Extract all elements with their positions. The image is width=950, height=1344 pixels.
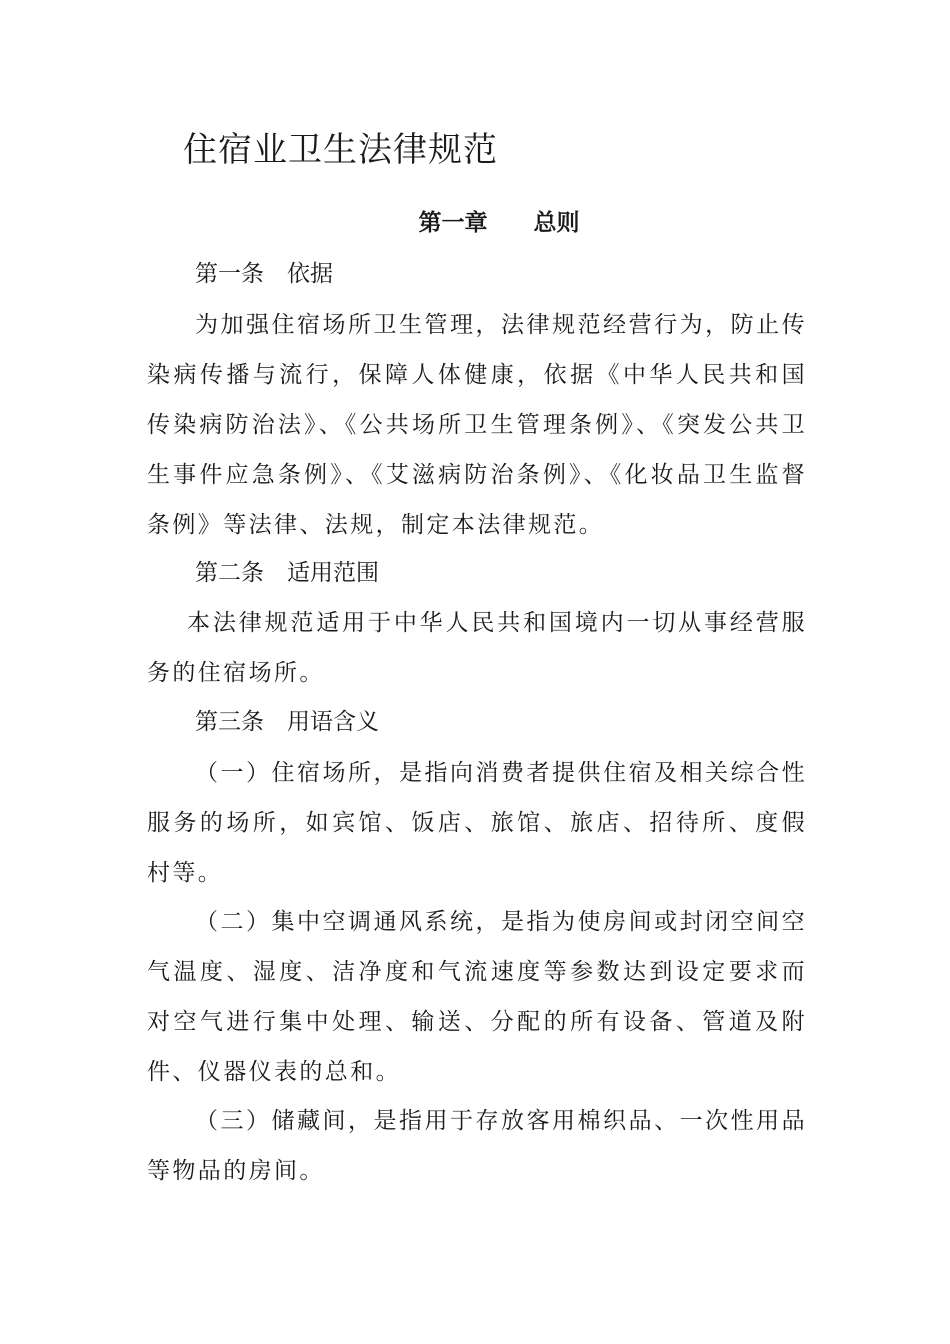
article-heading-2: 第二条 适用范围 xyxy=(195,560,379,586)
article-1-paragraph: 为加强住宿场所卫生管理，法律规范经营行为，防止传染病传播与流行，保障人体健康，依据《中华人民共和国传染病防治法》、《公共场所卫生管理条例》、《突发公共卫生事件应急条例》、《艾滋病防治条例》、《化妆品卫生监督条例》等法律、法规，制定本法律规范。 xyxy=(147,312,807,538)
article-3-item-2: （二）集中空调通风系统，是指为使房间或封闭空间空气温度、湿度、洁净度和气流速度等参数达到设定要求而对空气进行集中处理、输送、分配的所有设备、管道及附件、仪器仪表的总和。 xyxy=(147,909,807,1085)
article-heading-3: 第三条 用语含义 xyxy=(195,709,379,735)
chapter-heading: 第一章 总则 xyxy=(418,210,580,236)
article-heading-1: 第一条 依据 xyxy=(195,261,333,287)
article-2-paragraph: 本法律规范适用于中华人民共和国境内一切从事经营服务的住宿场所。 xyxy=(147,610,807,686)
article-3-item-1: （一）住宿场所，是指向消费者提供住宿及相关综合性服务的场所，如宾馆、饭店、旅馆、旅店、招待所、度假村等。 xyxy=(147,760,807,886)
article-3-item-3: （三）储藏间，是指用于存放客用棉织品、一次性用品等物品的房间。 xyxy=(147,1108,807,1184)
document-title: 住宿业卫生法律规范 xyxy=(183,130,498,170)
